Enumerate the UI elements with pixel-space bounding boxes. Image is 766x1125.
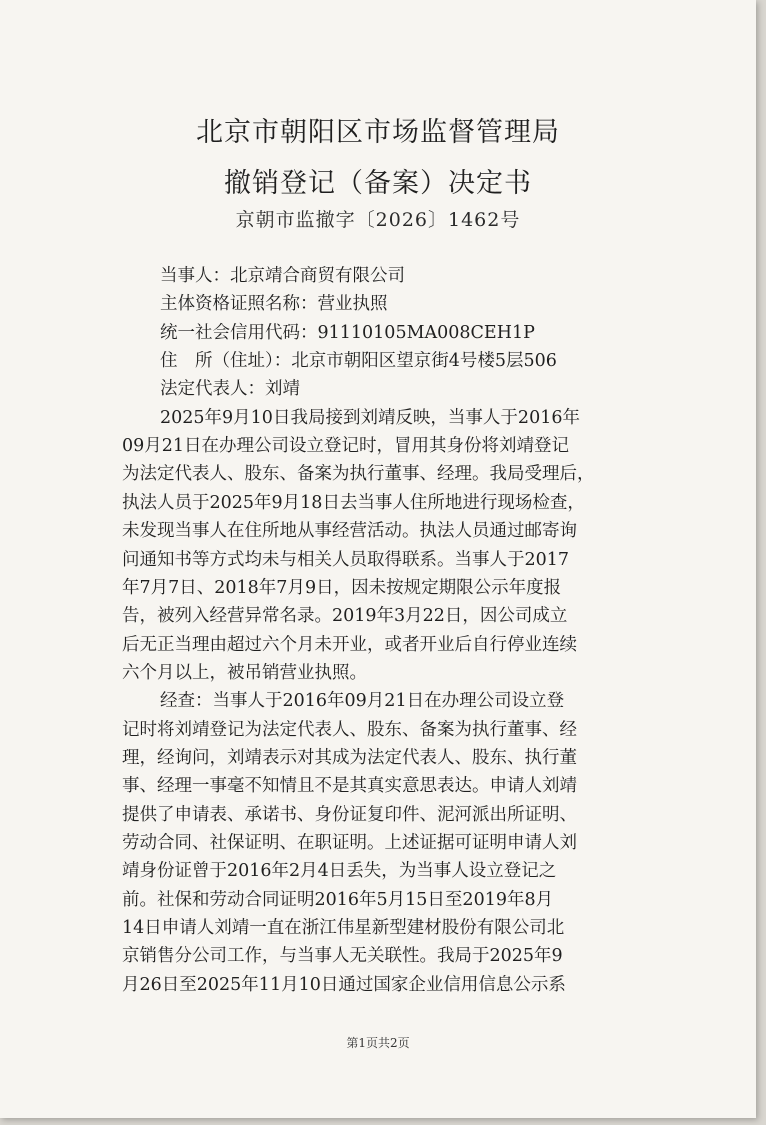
body-line: 劳动合同、社保证明、在职证明。上述证据可证明申请人刘 — [122, 833, 577, 853]
body-line: 月26日至2025年11月10日通过国家企业信用信息公示系 — [122, 974, 566, 995]
body-line: 记时将刘靖登记为法定代表人、股东、备案为执行董事、经 — [122, 719, 577, 740]
body-line: 为法定代表人、股东、备案为执行董事、经理。我局受理后， — [122, 464, 595, 485]
body-line: 事、经理一事毫不知情且不是其真实意思表达。申请人刘靖 — [122, 776, 577, 797]
body-line: 未发现当事人在住所地从事经营活动。执法人员通过邮寄询 — [122, 521, 577, 542]
body-line: 年7月7日、2018年7月9日，因未按规定期限公示年度报 — [122, 577, 562, 598]
body-line: 主体资格证照名称：营业执照 — [160, 294, 388, 315]
page-footer: 第1页共2页 — [346, 1036, 410, 1050]
body-line: 提供了申请表、承诺书、身份证复印件、泥河派出所证明、 — [122, 804, 577, 825]
body-line: 靖身份证曾于2016年2月4日丢失，为当事人设立登记之 — [122, 861, 557, 882]
agency-name: 北京市朝阳区市场监督管理局 — [196, 117, 560, 148]
body-line: 2025年9月10日我局接到刘靖反映，当事人于2016年 — [160, 407, 580, 428]
body-line: 京销售分公司工作，与当事人无关联性。我局于2025年9 — [122, 946, 563, 967]
body-line: 09月21日在办理公司设立登记时，冒用其身份将刘靖登记 — [122, 436, 570, 457]
body-line: 告，被列入经营异常名录。2019年3月22日，因公司成立 — [122, 606, 568, 627]
body-line: 经查：当事人于2016年09月21日在办理公司设立登 — [160, 691, 565, 712]
document-number: 京朝市监撤字〔2026〕1462号 — [235, 209, 521, 231]
body-line: 问通知书等方式均未与相关人员取得联系。当事人于2017 — [122, 549, 570, 570]
body-line: 法定代表人：刘靖 — [160, 379, 300, 400]
body-line: 前。社保和劳动合同证明2016年5月15日至2019年8月 — [122, 889, 554, 910]
body-line: 统一社会信用代码：91110105MA008CEH1P — [160, 322, 535, 343]
document-title: 撤销登记（备案）决定书 — [224, 168, 532, 199]
body-line: 后无正当理由超过六个月未开业，或者开业后自行停业连续 — [122, 634, 577, 655]
body-line: 六个月以上，被吊销营业执照。 — [122, 662, 367, 683]
body-line: 14日申请人刘靖一直在浙江伟星新型建材股份有限公司北 — [122, 918, 565, 939]
body-line: 当事人：北京靖合商贸有限公司 — [160, 266, 405, 286]
body-line: 执法人员于2025年9月18日去当事人住所地进行现场检查， — [122, 492, 585, 513]
body-line: 住 所（住址）：北京市朝阳区望京街4号楼5层506 — [160, 351, 557, 372]
body-line: 理，经询问，刘靖表示对其成为法定代表人、股东、执行董 — [122, 747, 577, 768]
